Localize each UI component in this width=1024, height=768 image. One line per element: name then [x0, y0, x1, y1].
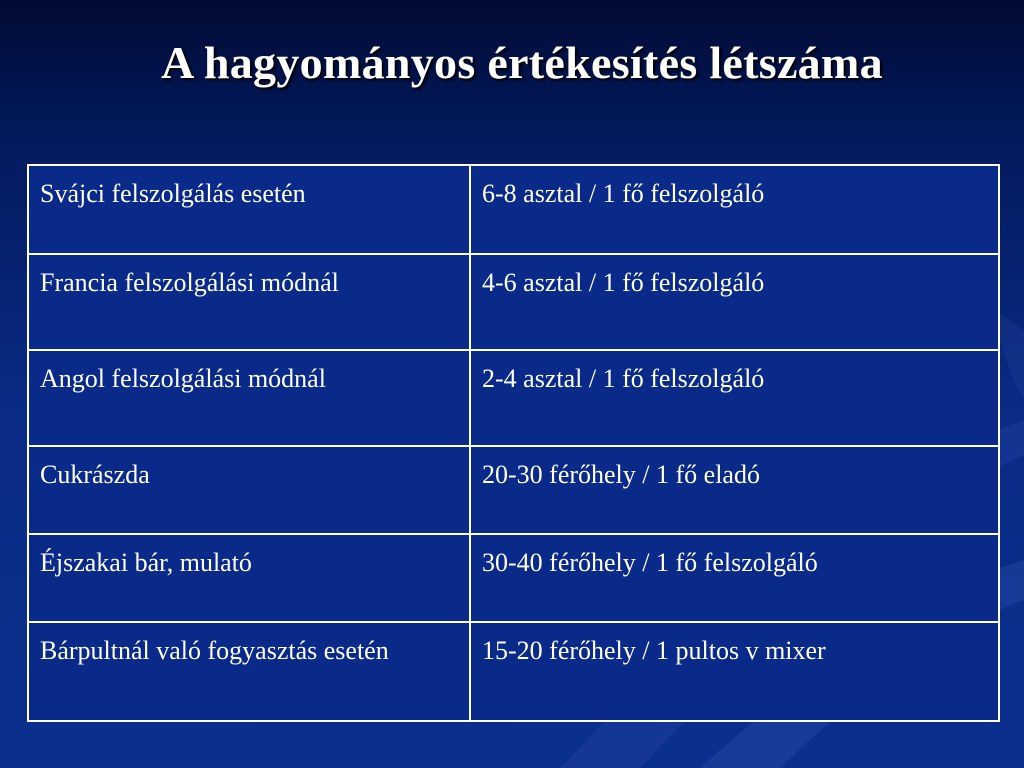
staffing-table-grid — [27, 164, 1000, 722]
staff-ratio-cell: 30-40 férőhely / 1 fő felszolgáló — [470, 534, 999, 622]
service-type-cell: Bárpultnál való fogyasztás esetén — [28, 622, 470, 721]
service-type-cell: Cukrászda — [28, 446, 470, 534]
table-row — [28, 446, 999, 534]
staff-ratio-cell: 15-20 férőhely / 1 pultos v mixer — [470, 622, 999, 721]
service-type-cell: Svájci felszolgálás esetén — [28, 165, 470, 254]
table-row — [28, 350, 999, 446]
staff-ratio-cell: 2-4 asztal / 1 fő felszolgáló — [470, 350, 999, 446]
staffing-table — [27, 164, 998, 720]
table-row — [28, 622, 999, 721]
service-type-cell: Francia felszolgálási módnál — [28, 254, 470, 350]
staff-ratio-cell: 4-6 asztal / 1 fő felszolgáló — [470, 254, 999, 350]
table-row — [28, 254, 999, 350]
table-row — [28, 165, 999, 254]
staff-ratio-cell: 6-8 asztal / 1 fő felszolgáló — [470, 165, 999, 254]
staff-ratio-cell: 20-30 férőhely / 1 fő eladó — [470, 446, 999, 534]
slide-title: A hagyományos értékesítés létszáma — [161, 37, 883, 88]
service-type-cell: Éjszakai bár, mulató — [28, 534, 470, 622]
table-row — [28, 534, 999, 622]
service-type-cell: Angol felszolgálási módnál — [28, 350, 470, 446]
